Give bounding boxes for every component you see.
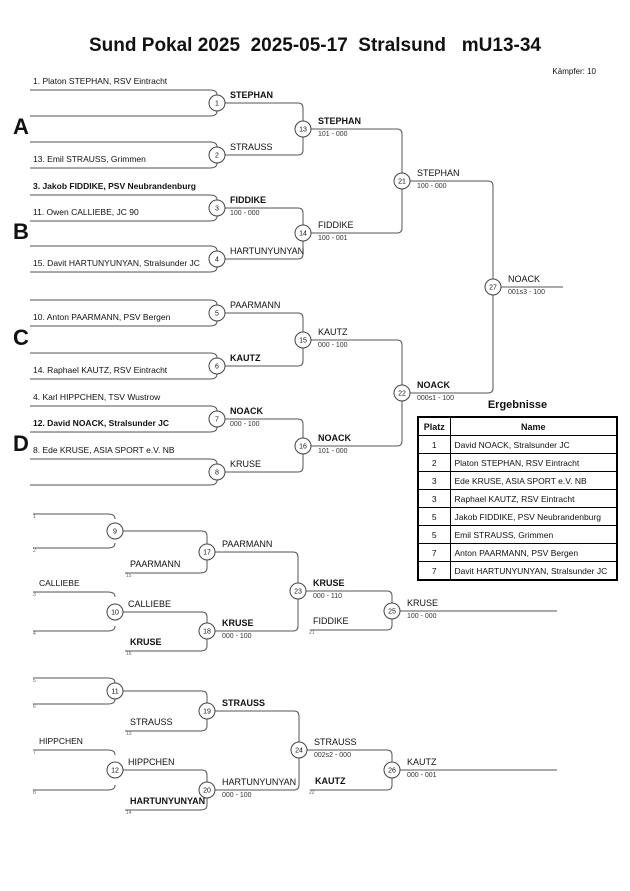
svg-text:15: 15 [299, 337, 307, 345]
results-platz-cell: 7 [418, 544, 450, 562]
page-title: Sund Pokal 2025 2025-05-17 Stralsund mU13-34 [89, 35, 541, 56]
entry-a1: 1. Platon STEPHAN, RSV Eintracht [33, 76, 168, 86]
svg-text:8: 8 [215, 469, 219, 477]
results-platz-cell: 5 [418, 508, 450, 526]
results-platz-cell: 3 [418, 472, 450, 490]
ref-7: 7 [33, 750, 36, 756]
match-winner-7: NOACK [230, 406, 263, 416]
results-name-cell: Raphael KAUTZ, RSV Eintracht [450, 490, 617, 508]
repechage-entry-calliebe: CALLIEBE [39, 578, 80, 588]
svg-text:17: 17 [203, 549, 211, 557]
match-winner-8: KRUSE [230, 459, 262, 469]
match-circle-8 [209, 464, 225, 480]
repechage-input-paarmann: PAARMANN [130, 559, 181, 569]
ref-21: 21 [309, 630, 315, 636]
match-circle-26 [384, 762, 400, 778]
results-row [418, 526, 617, 544]
match-winner-16: NOACK [318, 433, 351, 443]
results-platz-cell: 5 [418, 526, 450, 544]
svg-text:7: 7 [215, 416, 219, 424]
match-score-26: 000 - 001 [407, 772, 437, 779]
match-circle-15 [295, 332, 311, 348]
match-winner-19: STRAUSS [222, 698, 266, 708]
ref-16: 16 [126, 651, 132, 657]
entry-c2: 14. Raphael KAUTZ, RSV Eintracht [33, 365, 168, 375]
match-circle-11 [107, 683, 123, 699]
match-score-21: 100 - 000 [417, 183, 447, 190]
match-winner-26: KAUTZ [407, 757, 437, 767]
match-winner-20: HARTUNYUNYAN [222, 777, 297, 787]
results-tbody [418, 436, 617, 581]
section-label-c: C [13, 325, 29, 350]
match-winner-23: KRUSE [313, 578, 345, 588]
entry-b1: 3. Jakob FIDDIKE, PSV Neubrandenburg [33, 181, 196, 191]
results-header-row [418, 417, 617, 436]
svg-text:9: 9 [113, 528, 117, 536]
match-circle-7 [209, 411, 225, 427]
match-winner-12: HIPPCHEN [128, 757, 175, 767]
match-score-22: 000s1 - 100 [417, 395, 454, 402]
svg-text:1: 1 [215, 100, 219, 108]
svg-text:25: 25 [388, 608, 396, 616]
entry-d2: 12. David NOACK, Stralsunder JC [33, 418, 170, 428]
section-label-b: B [13, 219, 29, 244]
match-score-18: 000 - 100 [222, 633, 252, 640]
svg-text:19: 19 [203, 708, 211, 716]
match-winner-24: STRAUSS [314, 737, 357, 747]
svg-text:18: 18 [203, 628, 211, 636]
results-table [417, 416, 618, 581]
ref-6: 6 [33, 704, 36, 710]
match-score-24: 002s2 - 000 [314, 752, 351, 759]
svg-text:12: 12 [111, 767, 119, 775]
match-circle-5 [209, 305, 225, 321]
results-title: Ergebnisse [487, 399, 548, 411]
svg-text:14: 14 [299, 230, 307, 238]
ref-5: 5 [33, 678, 36, 684]
results-platz-cell: 2 [418, 454, 450, 472]
entry-b3: 15. Davit HARTUNYUNYAN, Stralsunder JC [33, 258, 200, 268]
results-row [418, 454, 617, 472]
match-score-15: 000 - 100 [318, 342, 348, 349]
entry-d1: 4. Karl HIPPCHEN, TSV Wustrow [33, 392, 161, 402]
match-score-23: 000 - 110 [313, 593, 343, 600]
results-name-cell: Ede KRUSE, ASIA SPORT e.V. NB [450, 472, 617, 490]
match-score-20: 000 - 100 [222, 792, 252, 799]
results-name-cell: Jakob FIDDIKE, PSV Neubrandenburg [450, 508, 617, 526]
match-circle-27 [485, 279, 501, 295]
svg-text:6: 6 [215, 363, 219, 371]
results-row [418, 436, 617, 454]
svg-text:3: 3 [215, 205, 219, 213]
svg-text:4: 4 [215, 256, 219, 264]
repechage-input-fiddike: FIDDIKE [313, 616, 349, 626]
results-name-cell: Davit HARTUNYUNYAN, Stralsunder JC [450, 562, 617, 581]
match-winner-18: KRUSE [222, 618, 254, 628]
results-row [418, 490, 617, 508]
repechage-input-kruse: KRUSE [130, 637, 162, 647]
svg-text:21: 21 [398, 178, 406, 186]
match-circle-6 [209, 358, 225, 374]
match-score-14: 100 - 001 [318, 235, 348, 242]
match-winner-13: STEPHAN [318, 116, 362, 126]
match-circle-16 [295, 438, 311, 454]
match-circle-25 [384, 603, 400, 619]
svg-text:2: 2 [215, 152, 219, 160]
ref-14: 14 [126, 810, 132, 816]
match-score-3: 100 - 000 [230, 210, 260, 217]
svg-text:11: 11 [111, 688, 119, 696]
ref-1: 1 [33, 514, 36, 520]
entry-a2: 13. Emil STRAUSS, Grimmen [33, 154, 146, 164]
results-name-cell: David NOACK, Stralsunder JC [450, 436, 617, 454]
match-winner-10: CALLIEBE [128, 599, 172, 609]
results-name-cell: Anton PAARMANN, PSV Bergen [450, 544, 617, 562]
ref-4: 4 [33, 631, 36, 637]
ref-13: 13 [126, 731, 132, 737]
results-row [418, 508, 617, 526]
match-winner-14: FIDDIKE [318, 220, 354, 230]
repechage-input-hartunyunyan: HARTUNYUNYAN [130, 796, 206, 806]
match-winner-17: PAARMANN [222, 539, 273, 549]
svg-text:23: 23 [294, 588, 302, 596]
repechage-input-kautz: KAUTZ [315, 776, 346, 786]
match-score-7: 000 - 100 [230, 421, 260, 428]
entry-b2: 11. Owen CALLIEBE, JC 90 [33, 207, 139, 217]
ref-2: 2 [33, 548, 36, 554]
match-winner-15: KAUTZ [318, 327, 348, 337]
match-score-13: 101 - 000 [318, 131, 348, 138]
results-col-name: Name [450, 417, 617, 436]
ref-22: 22 [309, 790, 315, 796]
repechage-input-strauss: STRAUSS [130, 717, 173, 727]
results-platz-cell: 3 [418, 490, 450, 508]
match-winner-21: STEPHAN [417, 168, 460, 178]
match-circle-12 [107, 762, 123, 778]
results-name-cell: Emil STRAUSS, Grimmen [450, 526, 617, 544]
ref-8: 8 [33, 790, 36, 796]
match-winner-3: FIDDIKE [230, 195, 266, 205]
match-circle-22 [394, 385, 410, 401]
section-label-d: D [13, 431, 29, 456]
svg-text:20: 20 [203, 787, 211, 795]
results-platz-cell: 7 [418, 562, 450, 581]
match-circle-2 [209, 147, 225, 163]
match-circle-18 [199, 623, 215, 639]
ref-3: 3 [33, 592, 36, 598]
svg-text:26: 26 [388, 767, 396, 775]
svg-text:13: 13 [299, 126, 307, 134]
results-row [418, 562, 617, 581]
match-circle-1 [209, 95, 225, 111]
match-circle-9 [107, 523, 123, 539]
match-winner-25: KRUSE [407, 598, 439, 608]
fighter-count: Kämpfer: 10 [552, 67, 596, 76]
results-name-cell: Platon STEPHAN, RSV Eintracht [450, 454, 617, 472]
results-col-platz: Platz [418, 417, 450, 436]
match-score-27: 001s3 - 100 [508, 289, 545, 296]
match-circle-19 [199, 703, 215, 719]
entry-d3: 8. Ede KRUSE, ASIA SPORT e.V. NB [33, 445, 175, 455]
match-circle-17 [199, 544, 215, 560]
match-circle-21 [394, 173, 410, 189]
section-label-a: A [13, 114, 29, 139]
results-row [418, 544, 617, 562]
match-winner-2: STRAUSS [230, 142, 273, 152]
match-score-16: 101 - 000 [318, 448, 348, 455]
match-score-25: 100 - 000 [407, 613, 437, 620]
svg-text:27: 27 [489, 284, 497, 292]
results-row [418, 472, 617, 490]
svg-text:24: 24 [295, 747, 303, 755]
match-winner-5: PAARMANN [230, 300, 281, 310]
match-circle-10 [107, 604, 123, 620]
ref-15: 15 [126, 573, 132, 579]
svg-text:16: 16 [299, 443, 307, 451]
match-winner-27: NOACK [508, 274, 541, 284]
entry-c1: 10. Anton PAARMANN, PSV Bergen [33, 312, 171, 322]
match-winner-1: STEPHAN [230, 90, 274, 100]
match-circle-4 [209, 251, 225, 267]
match-winner-4: HARTUNYUNYAN [230, 246, 305, 256]
match-circle-13 [295, 121, 311, 137]
match-winner-22: NOACK [417, 380, 450, 390]
match-circle-24 [291, 742, 307, 758]
match-circle-3 [209, 200, 225, 216]
repechage-entry-hippchen: HIPPCHEN [39, 736, 83, 746]
svg-text:22: 22 [398, 390, 406, 398]
match-circle-23 [290, 583, 306, 599]
match-winner-6: KAUTZ [230, 353, 261, 363]
results-platz-cell: 1 [418, 436, 450, 454]
svg-text:10: 10 [111, 609, 119, 617]
svg-text:5: 5 [215, 310, 219, 318]
match-circle-14 [295, 225, 311, 241]
